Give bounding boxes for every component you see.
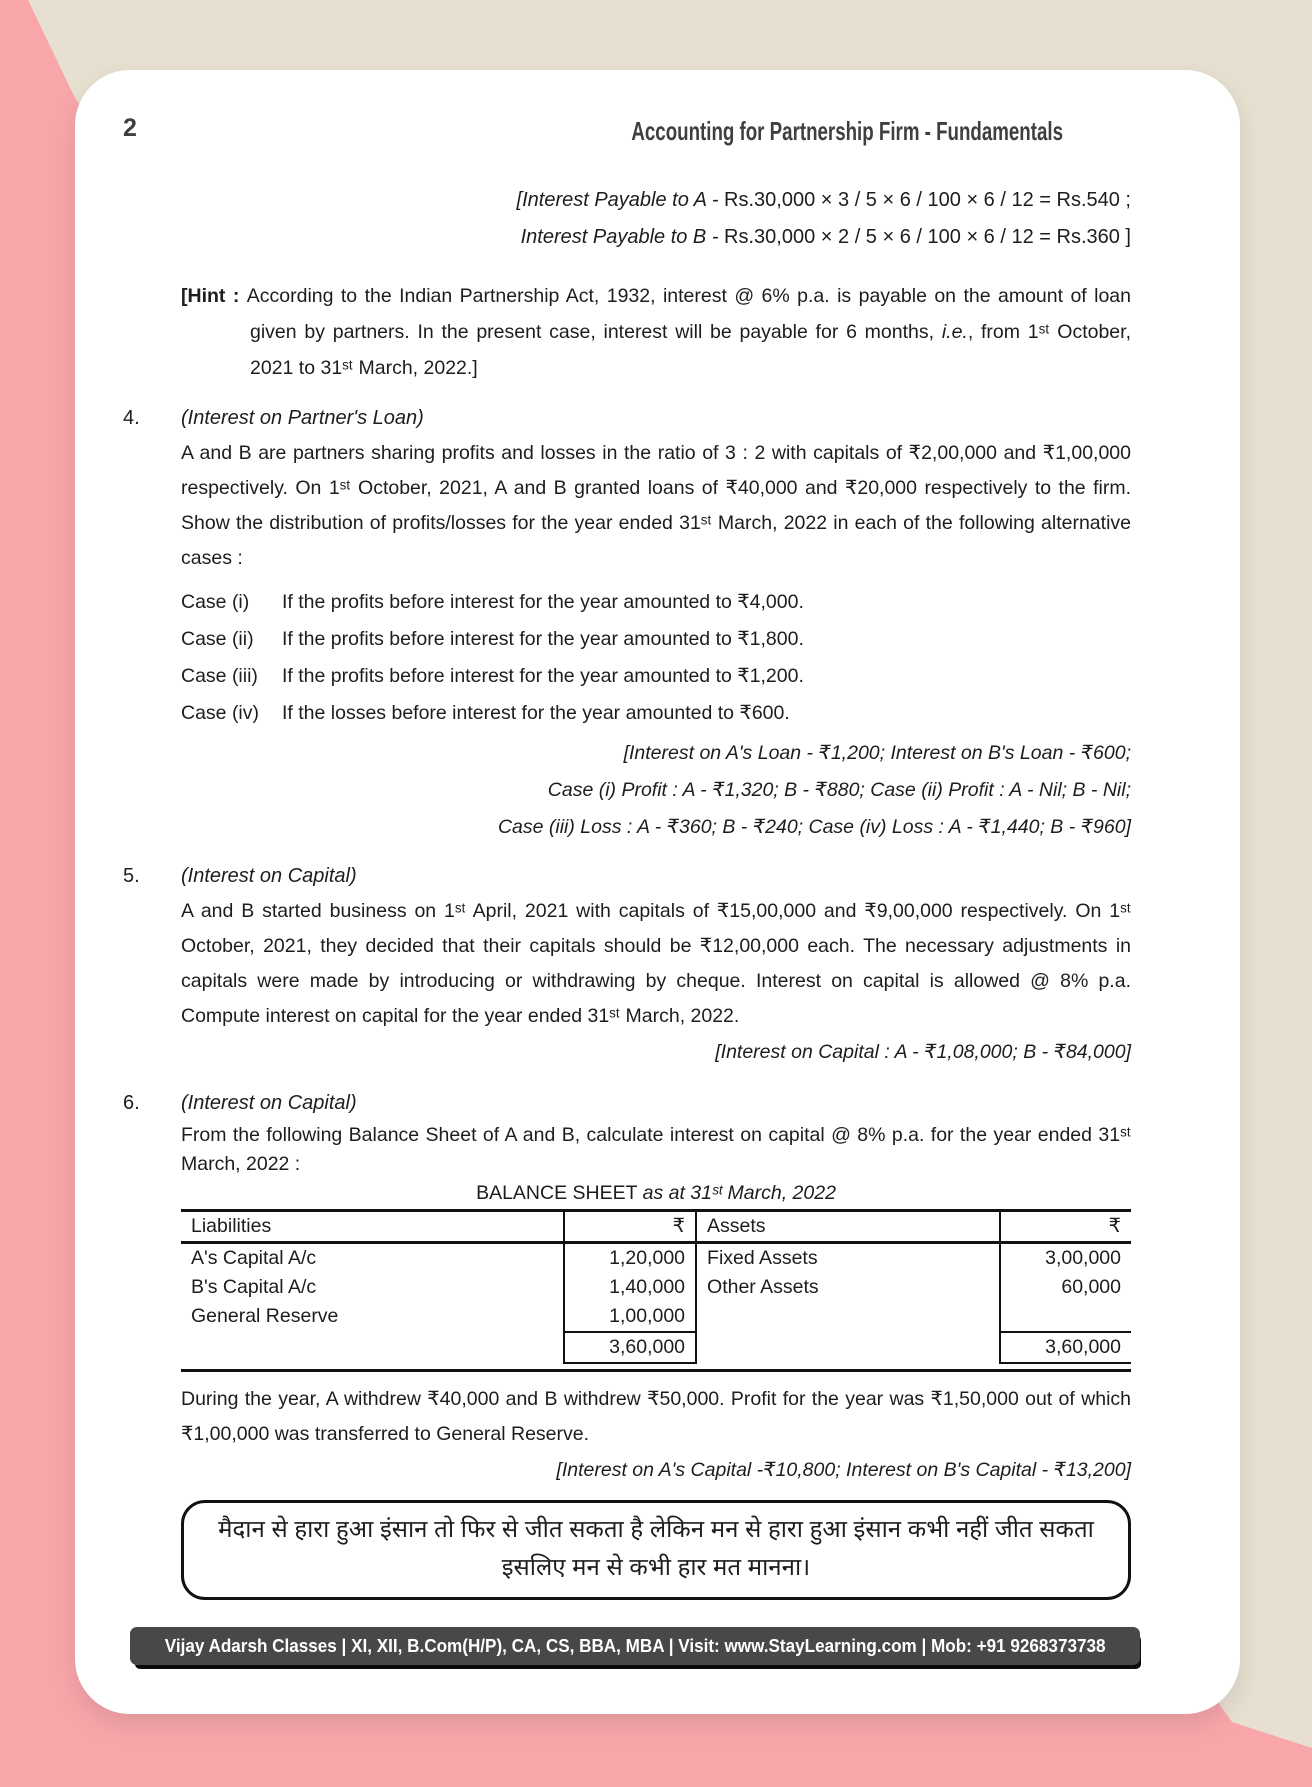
liability-name-3: General Reserve <box>191 1305 339 1327</box>
footer-bar <box>130 1627 1140 1665</box>
case-row-1 <box>181 584 1131 621</box>
question-4-number: 4. <box>123 407 140 429</box>
asset-name-1: Fixed Assets <box>707 1247 818 1269</box>
balance-sheet-title-plain: BALANCE SHEET <box>476 1182 643 1204</box>
question-4-topic: (Interest on Partner's Loan) <box>181 407 424 429</box>
liability-name-1: A's Capital A/c <box>191 1247 317 1269</box>
header-rupee-left: ₹ <box>564 1211 696 1243</box>
page-title: Accounting for Partnership Firm - Fundamentals <box>631 116 1063 146</box>
totals-asset-amount: 3,60,000 <box>1000 1332 1131 1363</box>
header-rupee-right: ₹ <box>1000 1211 1131 1243</box>
answer-line-2: Case (i) Profit : A - ₹1,320; B - ₹880; Case (ii) Profit : A - Nil; B - Nil; <box>547 779 1131 801</box>
liability-amount-1: 1,20,000 <box>564 1243 696 1274</box>
totals-liability-blank <box>181 1332 564 1363</box>
question-6-body: From the following Balance Sheet of A and B, calculate interest on capital @ 8% p.a. for the year ended 31ˢᵗ March, 2022 : <box>181 1124 1131 1175</box>
balance-sheet-title <box>181 1179 1131 1207</box>
liability-amount-2: 1,40,000 <box>564 1273 696 1302</box>
quote-line-2: इसलिए मन से कभी हार मत मानना। <box>501 1554 811 1581</box>
question-6 <box>123 1085 1131 1488</box>
liability-name-2: B's Capital A/c <box>191 1276 317 1298</box>
interest-payable-formulas <box>181 182 1131 256</box>
question-4-cases <box>181 584 1131 732</box>
page-number: 2 <box>123 114 137 142</box>
table-row <box>181 1302 1131 1332</box>
hint-text-before: According to the Indian Partnership Act, 1932, interest @ 6% p.a. is payable on the amount of loan given by partners. In the present case, interest will be payable for 6 months, <box>246 285 1132 343</box>
case-1-text: If the profits before interest for the year amounted to ₹4,000. <box>282 591 804 613</box>
question-6-answer: [Interest on A's Capital -₹10,800; Interest on B's Capital - ₹13,200] <box>556 1459 1131 1481</box>
question-4-heading <box>123 400 1131 436</box>
question-6-note: During the year, A withdrew ₹40,000 and B withdrew ₹50,000. Profit for the year was ₹1,50,000 out of which ₹1,00,000 was transferred to General Reserve. <box>181 1388 1131 1445</box>
hint-label: [Hint : <box>181 285 247 307</box>
totals-asset-blank <box>696 1332 1000 1363</box>
question-5-body: A and B started business on 1ˢᵗ April, 2021 with capitals of ₹15,00,000 and ₹9,00,000 respectively. On 1ˢᵗ October, 2021, they decided that their capitals should be ₹12,00,000 each. The necessary adjustments in capitals were made by introducing or withdrawing by cheque. Interest on capital is allowed @ 8% p.a. Compute interest on capital for the year ended 31ˢᵗ March, 2022. <box>181 900 1131 1027</box>
case-4-text: If the losses before interest for the year amounted to ₹600. <box>282 702 790 724</box>
balance-sheet-table <box>181 1209 1131 1364</box>
case-4-label: Case (iv) <box>181 702 260 724</box>
question-5-heading <box>123 858 1131 894</box>
liability-amount-3: 1,00,000 <box>564 1302 696 1332</box>
asset-amount-1: 3,00,000 <box>1000 1243 1131 1274</box>
formula-line-b-calc: Rs.30,000 × 2 / 5 × 6 / 100 × 6 / 12 = Rs.360 ] <box>724 226 1131 248</box>
balance-sheet-title-italic: as at 31ˢᵗ March, 2022 <box>642 1182 836 1204</box>
formula-line-a-calc: Rs.30,000 × 3 / 5 × 6 / 100 × 6 / 12 = Rs.540 ; <box>724 189 1131 211</box>
motivational-quote-box <box>181 1500 1131 1600</box>
case-2-label: Case (ii) <box>181 628 254 650</box>
formula-line-b-label: Interest Payable to B - <box>520 226 725 248</box>
table-row <box>181 1273 1131 1302</box>
header-liabilities: Liabilities <box>181 1211 564 1243</box>
formula-line-b <box>181 219 1131 256</box>
table-totals-row <box>181 1332 1131 1363</box>
quote-line-1: मैदान से हारा हुआ इंसान तो फिर से जीत सकता है लेकिन मन से हारा हुआ इंसान कभी नहीं जीत सकता <box>218 1516 1094 1543</box>
balance-sheet-header-row <box>181 1211 1131 1243</box>
totals-liability-amount: 3,60,000 <box>564 1332 696 1363</box>
case-1-label: Case (i) <box>181 591 250 613</box>
question-5-topic: (Interest on Capital) <box>181 865 357 887</box>
case-3-label: Case (iii) <box>181 665 258 687</box>
page-content <box>123 182 1132 1600</box>
case-row-4 <box>181 695 1131 732</box>
case-row-2 <box>181 621 1131 658</box>
hint-ie: i.e. <box>941 321 968 343</box>
hint-text-after: , from 1ˢᵗ October, 2021 to 31ˢᵗ March, 2022.] <box>250 321 1131 379</box>
question-4-answers <box>181 735 1131 846</box>
header-assets: Assets <box>696 1211 1000 1243</box>
balance-sheet-table-wrap <box>181 1209 1131 1372</box>
question-4 <box>123 400 1131 846</box>
formula-line-a-label: [Interest Payable to A - <box>516 189 725 211</box>
question-5-number: 5. <box>123 865 140 887</box>
question-5-answer: [Interest on Capital : A - ₹1,08,000; B - ₹84,000] <box>715 1041 1131 1063</box>
asset-amount-2: 60,000 <box>1000 1273 1131 1302</box>
case-row-3 <box>181 658 1131 695</box>
question-6-topic: (Interest on Capital) <box>181 1092 357 1114</box>
formula-line-a <box>181 182 1131 219</box>
asset-amount-3 <box>1000 1302 1131 1332</box>
page-card <box>75 70 1240 1714</box>
asset-name-2: Other Assets <box>707 1276 819 1298</box>
question-4-body: A and B are partners sharing profits and losses in the ratio of 3 : 2 with capitals of ₹2,00,000 and ₹1,00,000 respectively. On 1ˢᵗ October, 2021, A and B granted loans of ₹40,000 and ₹20,000 respectively to the firm. Show the distribution of profits/losses for the year ended 31ˢᵗ March, 2022 in each of the following alternative cases : <box>181 442 1131 569</box>
question-6-number: 6. <box>123 1092 140 1114</box>
question-5 <box>123 858 1131 1071</box>
case-2-text: If the profits before interest for the year amounted to ₹1,800. <box>282 628 804 650</box>
hint-paragraph <box>181 278 1131 386</box>
footer-text: Vijay Adarsh Classes | XI, XII, B.Com(H/P), CA, CS, BBA, MBA | Visit: www.StayLearning.com | Mob: +91 9268373738 <box>164 1635 1106 1656</box>
case-3-text: If the profits before interest for the year amounted to ₹1,200. <box>282 665 804 687</box>
answer-line-3: Case (iii) Loss : A - ₹360; B - ₹240; Case (iv) Loss : A - ₹1,440; B - ₹960] <box>497 816 1131 838</box>
table-row <box>181 1243 1131 1274</box>
answer-line-1: [Interest on A's Loan - ₹1,200; Interest on B's Loan - ₹600; <box>623 742 1131 764</box>
question-6-heading <box>123 1085 1131 1121</box>
asset-name-3 <box>696 1302 1000 1332</box>
